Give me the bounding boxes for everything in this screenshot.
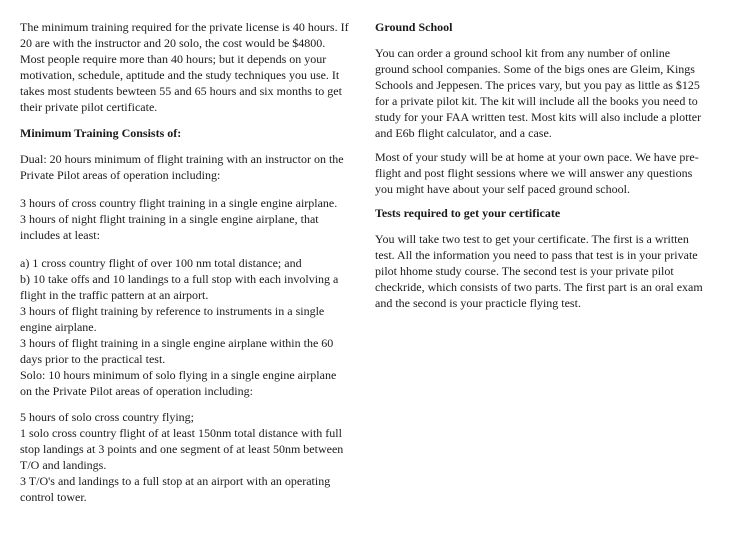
dual-paragraph: Dual: 20 hours minimum of flight training with an instructor on the Private Pilot areas of operation including: [20, 152, 344, 182]
ground-school-paragraph: You can order a ground school kit from any number of online ground school companies. Some of the bigs ones are Gleim, Kings Schools and Jeppesen. The prices vary, but you pay as little as $125 for a private pilot kit. The kit will include all the books you need to study for your FAA written test. Most kits will also include a plotter and E6b flight calculator, and a case. [375, 46, 702, 140]
tests-heading: Tests required to get your certificate [375, 206, 561, 220]
list-item: 1 solo cross country flight of at least 150nm total distance with full stop landings at 3 points and one segment of at least 50nm between T/O and landings. [20, 426, 344, 472]
self-study-paragraph: Most of your study will be at home at your own pace. We have pre-flight and post flight sessions where we will answer any questions you might have about your self paced ground school. [375, 150, 699, 196]
minimum-training-heading: Minimum Training Consists of: [20, 126, 182, 140]
ground-school-heading: Ground School [375, 20, 453, 34]
list-item: 3 hours of cross country flight training in a single engine airplane. [20, 196, 338, 210]
list-item: 3 hours of night flight training in a single engine airplane, that includes at least: [20, 212, 319, 242]
solo-requirements-list [20, 409, 350, 505]
left-column [20, 19, 350, 505]
list-item: a) 1 cross country flight of over 100 nm total distance; and [20, 256, 302, 270]
list-item: Solo: 10 hours minimum of solo flying in a single engine airplane on the Private Pilot areas of operation including: [20, 368, 337, 398]
list-item: 3 hours of flight training by reference to instruments in a single engine airplane. [20, 304, 325, 334]
right-column [375, 19, 705, 311]
intro-paragraph: The minimum training required for the private license is 40 hours. If 20 are with the instructor and 20 solo, the cost would be $4800. Most people require more than 40 hours; but it depends on your motivation, schedule, aptitude and the study techniques you use. It takes most students bewteen 55 and 65 hours and six months to get their private pilot certificate. [20, 20, 349, 114]
dual-requirements-list [20, 195, 350, 243]
list-item: b) 10 take offs and 10 landings to a full stop with each involving a flight in the traffic pattern at an airport. [20, 272, 339, 302]
list-item: 5 hours of solo cross country flying; [20, 410, 194, 424]
list-item: 3 T/O's and landings to a full stop at an airport with an operating control tower. [20, 474, 331, 504]
list-item: 3 hours of flight training in a single engine airplane within the 60 days prior to the practical test. [20, 336, 334, 366]
tests-paragraph: You will take two test to get your certificate. The first is a written test. All the information you need to pass that test is in your private pilot hhome study course. The second test is your private pilot checkride, which consists of two parts. The first part is an oral exam and the second is your practicle flying test. [375, 232, 703, 310]
night-requirements-list [20, 255, 350, 399]
